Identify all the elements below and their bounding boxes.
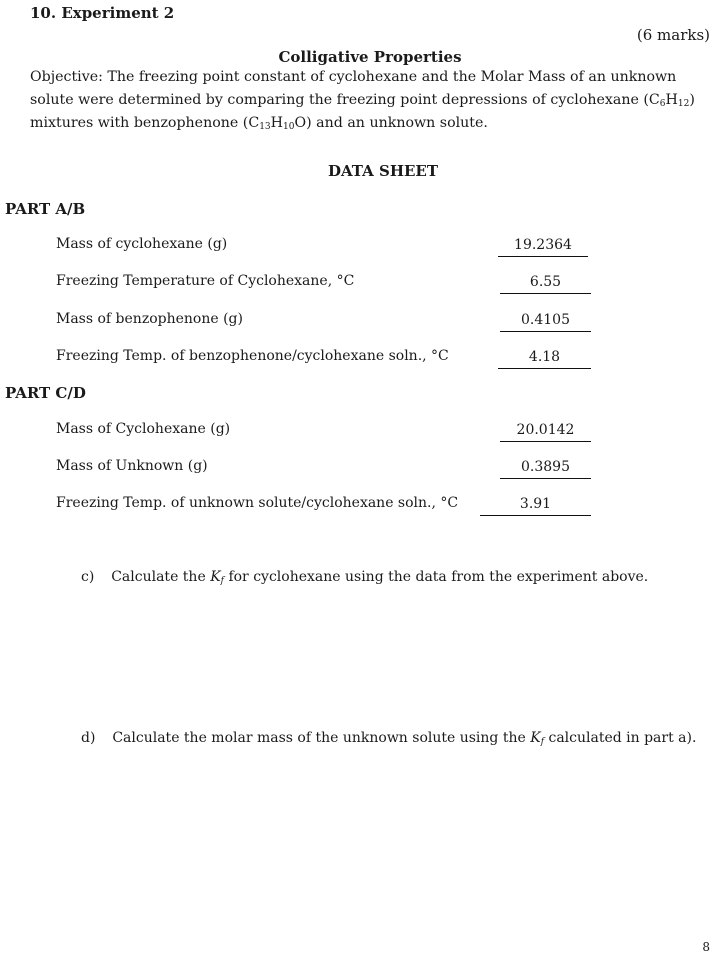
- objective-line-2: solute were determined by comparing the freezing point depressions of cyclohexane $(C_6H_{12})$: [30, 92, 695, 109]
- question-title: 10. Experiment 2: [30, 4, 175, 22]
- objective-line-1: Objective: The freezing point constant of cyclohexane and the Molar Mass of an unknown: [30, 69, 677, 85]
- page-number: 8: [702, 940, 710, 954]
- row-value-mass-cyclohexane: 19.2364: [498, 236, 588, 257]
- row-value-freezing-temp-benzophenone-soln: 4.18: [498, 348, 591, 369]
- marks-label: (6 marks): [636, 26, 710, 44]
- part-ab-label: PART A/B: [5, 200, 86, 218]
- row-label-freezing-temp-benzophenone-soln: Freezing Temp. of benzophenone/cyclohexane soln., °C: [56, 348, 449, 364]
- row-value-mass-cyclohexane-cd: 20.0142: [500, 421, 591, 442]
- row-value-mass-benzophenone: 0.4105: [500, 311, 591, 332]
- row-label-mass-benzophenone: Mass of benzophenone (g): [56, 311, 243, 327]
- row-label-freezing-temp-unknown-soln: Freezing Temp. of unknown solute/cyclohexane soln., °C: [56, 495, 459, 511]
- row-label-freezing-temp-cyclohexane: Freezing Temperature of Cyclohexane, °C: [56, 273, 355, 289]
- row-label-mass-cyclohexane-cd: Mass of Cyclohexane (g): [56, 421, 231, 437]
- question-d: d) Calculate the molar mass of the unknown solute using the $K_f$ calculated in part a).: [81, 730, 697, 747]
- objective-line-3: mixtures with benzophenone $(C_{13}H_{10}O)$ and an unknown solute.: [30, 115, 488, 132]
- row-label-mass-unknown: Mass of Unknown (g): [56, 458, 208, 474]
- row-value-mass-unknown: 0.3895: [500, 458, 591, 479]
- section-title: Colligative Properties: [278, 48, 462, 66]
- objective-paragraph: [30, 66, 700, 135]
- question-c: c) Calculate the $K_f$ for cyclohexane using the data from the experiment above.: [81, 569, 649, 586]
- row-value-freezing-temp-unknown-soln: 3.91: [480, 495, 591, 516]
- row-value-freezing-temp-cyclohexane: 6.55: [500, 273, 591, 294]
- row-label-mass-cyclohexane: Mass of cyclohexane (g): [56, 236, 228, 252]
- question-d-marker: d): [81, 730, 96, 746]
- data-sheet-title: DATA SHEET: [327, 162, 439, 180]
- part-cd-label: PART C/D: [5, 384, 86, 402]
- question-c-marker: c): [81, 569, 95, 585]
